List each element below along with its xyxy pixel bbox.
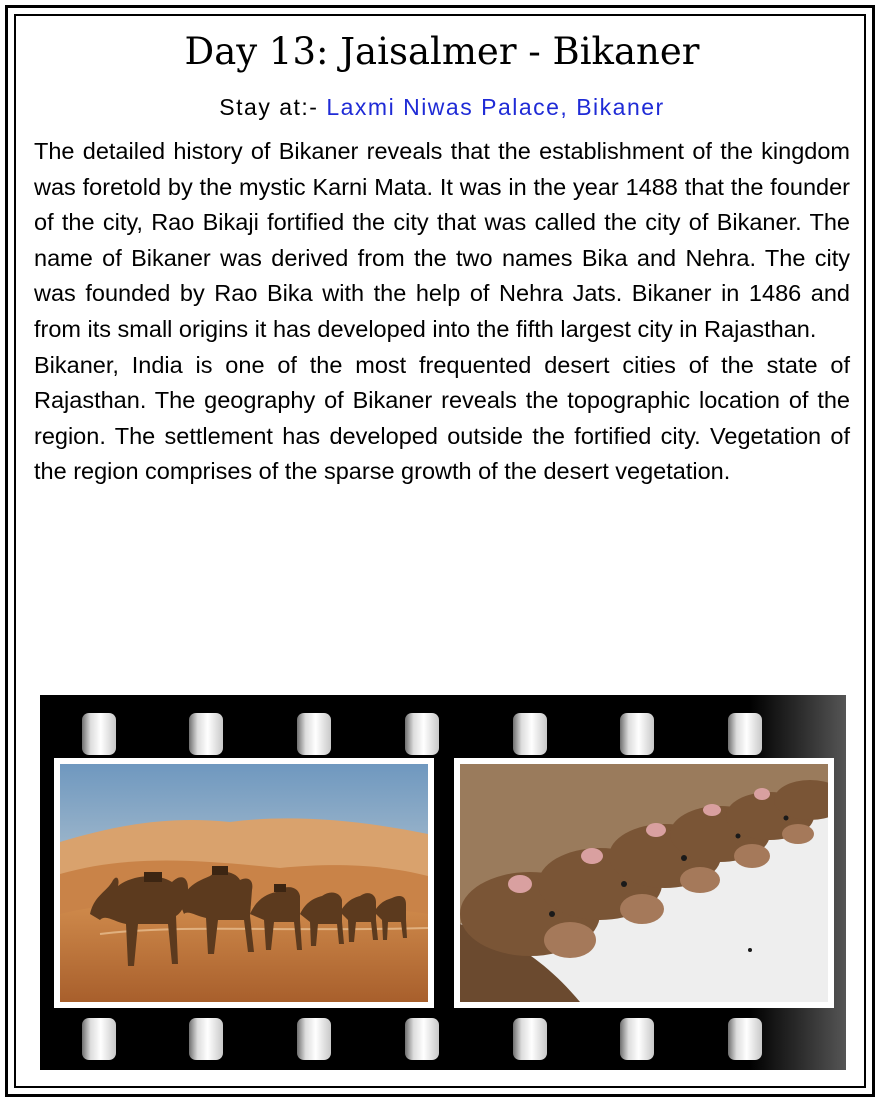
paragraph-history: The detailed history of Bikaner reveals that the establishment of the kingdom was foretold by the mystic Karni Mata. It was in the year 1488 that the founder of the city, Rao Bikaji fortified the city that was called the city of Bikaner. The name of Bikaner was derived from the two names Bika and Nehra. The city was founded by Rao Bika with the help of Nehra Jats. Bikaner in 1486 and from its small origins it has developed into the fifth largest city in Rajasthan.: [34, 138, 850, 342]
camel-caravan-photo: [54, 758, 434, 1008]
sprocket-hole: [513, 713, 547, 755]
sprocket-hole: [297, 1018, 331, 1060]
page-title: Day 13: Jaisalmer - Bikaner: [184, 30, 700, 73]
sprocket-hole: [728, 713, 762, 755]
sprocket-hole: [189, 713, 223, 755]
sprocket-hole: [620, 713, 654, 755]
hotel-link[interactable]: Laxmi Niwas Palace, Bikaner: [326, 94, 665, 120]
sprocket-hole: [189, 1018, 223, 1060]
sprocket-hole: [82, 713, 116, 755]
sprocket-hole: [82, 1018, 116, 1060]
stay-label: Stay at:-: [219, 94, 327, 120]
sprocket-hole: [405, 1018, 439, 1060]
paragraph-geography: Bikaner, India is one of the most frequented desert cities of the state of Rajasthan. The geography of Bikaner reveals the topographic location of the region. The settlement has developed outside the fortified city. Vegetation of the region comprises of the sparse growth of the desert vegetation.: [34, 351, 850, 485]
sprocket-hole: [297, 713, 331, 755]
rats-photo: [454, 758, 834, 1008]
description: [34, 134, 850, 490]
sprocket-hole: [620, 1018, 654, 1060]
sprocket-hole: [728, 1018, 762, 1060]
camel-caravan-image: [60, 764, 428, 1002]
rats-image: [460, 764, 828, 1002]
film-strip: [40, 695, 846, 1070]
stay-line: [0, 94, 884, 121]
sprocket-hole: [513, 1018, 547, 1060]
sprocket-hole: [405, 713, 439, 755]
